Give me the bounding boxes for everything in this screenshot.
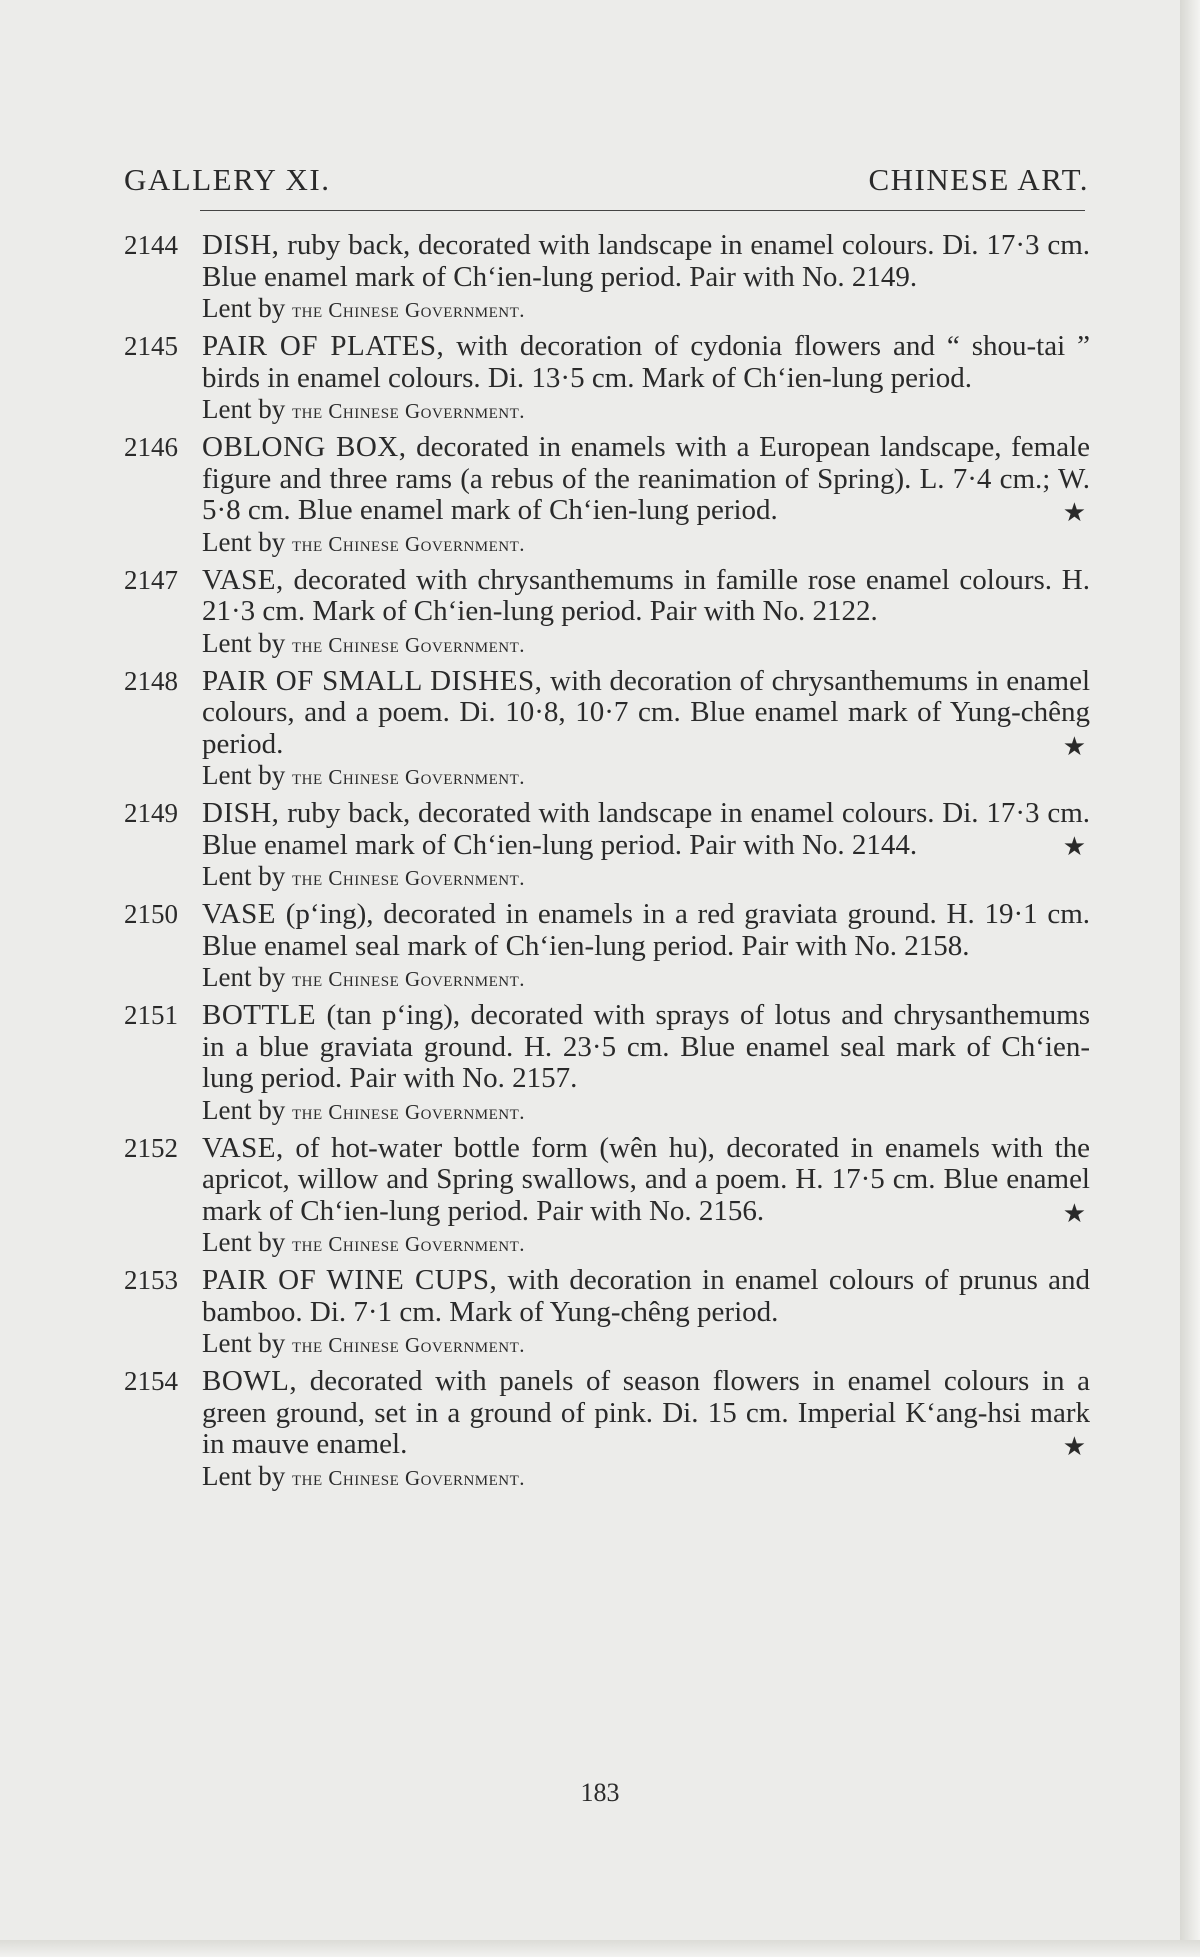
running-head bbox=[124, 146, 1089, 198]
star-icon: ★ bbox=[1062, 832, 1086, 861]
entry-text: decorated with chrysanthemums in famille rose enamel colours. H. 21·3 cm. Mark of Ch‘ien-lung period. Pair with No. 2122. bbox=[202, 563, 1091, 627]
entry-number: 2151 bbox=[124, 1000, 178, 1030]
page-bottom-edge bbox=[0, 1940, 1200, 1957]
entry-lender bbox=[202, 1227, 1090, 1260]
entry-number: 2148 bbox=[124, 665, 178, 696]
entry-description bbox=[202, 1000, 1090, 1095]
entry-lender bbox=[202, 394, 1090, 427]
entry-title: OBLONG BOX, bbox=[202, 431, 407, 463]
lender-prefix: Lent by bbox=[202, 1094, 286, 1125]
entry-text: (tan p‘ing), decorated with sprays of lotus and chrysanthemums in a blue graviata ground. H. 23·5 cm. Blue enamel seal mark of Ch‘ien-lung period. Pair with No. 2157. bbox=[202, 999, 1090, 1094]
catalogue-entry bbox=[124, 230, 1090, 326]
catalogue-entry bbox=[124, 432, 1090, 560]
entry-description bbox=[202, 899, 1090, 962]
entry-text: with decoration of chrysanthemums in enamel colours, and a poem. Di. 10·8, 10·7 cm. Blue enamel mark of Yung-chêng period. bbox=[202, 664, 1091, 760]
lender-prefix: Lent by bbox=[202, 526, 286, 557]
star-icon: ★ bbox=[1062, 1198, 1086, 1228]
entry-number: 2145 bbox=[124, 331, 178, 361]
lender-prefix: Lent by bbox=[202, 627, 286, 658]
entry-lender bbox=[202, 1095, 1090, 1128]
entry-description bbox=[202, 565, 1090, 628]
lender-prefix: Lent by bbox=[202, 394, 286, 424]
entry-text: with decoration in enamel colours of prunus and bamboo. Di. 7·1 cm. Mark of Yung-chêng period. bbox=[202, 1264, 1091, 1328]
section-heading: CHINESE ART. bbox=[868, 162, 1089, 197]
catalogue-entry bbox=[124, 899, 1090, 995]
entry-description bbox=[202, 331, 1090, 394]
lender-name: the Chinese Government. bbox=[291, 632, 526, 657]
entry-number: 2146 bbox=[124, 432, 178, 462]
lender-prefix: Lent by bbox=[202, 1328, 286, 1358]
catalogue-entry bbox=[124, 1366, 1090, 1494]
entry-number: 2144 bbox=[124, 230, 178, 260]
entry-text: (p‘ing), decorated in enamels in a red graviata ground. H. 19·1 cm. Blue enamel seal mark of Ch‘ien-lung period. Pair with No. 2158. bbox=[202, 898, 1091, 962]
entry-number: 2153 bbox=[124, 1265, 178, 1295]
star-icon: ★ bbox=[1062, 1432, 1086, 1461]
catalogue-entries bbox=[124, 230, 1090, 1499]
lender-name: the Chinese Government. bbox=[291, 765, 526, 789]
lender-name: the Chinese Government. bbox=[291, 967, 526, 991]
entry-title: BOTTLE bbox=[202, 999, 317, 1031]
entry-number: 2147 bbox=[124, 564, 178, 595]
entry-lender bbox=[202, 861, 1090, 894]
entry-number: 2154 bbox=[124, 1366, 178, 1396]
catalogue-entry bbox=[124, 565, 1090, 661]
entry-text: ruby back, decorated with landscape in enamel colours. Di. 17·3 cm. Blue enamel mark of Ch‘ien-lung period. Pair with No. 2149. bbox=[202, 229, 1091, 293]
entry-lender bbox=[202, 760, 1090, 793]
entry-lender bbox=[202, 293, 1090, 326]
lender-prefix: Lent by bbox=[202, 293, 286, 323]
entry-number: 2152 bbox=[124, 1132, 178, 1163]
catalogue-entry bbox=[124, 1133, 1090, 1261]
page-number: 183 bbox=[580, 1778, 620, 1807]
page-edge bbox=[1180, 0, 1200, 1957]
lender-prefix: Lent by bbox=[202, 760, 286, 790]
lender-name: the Chinese Government. bbox=[291, 1333, 526, 1357]
entry-title: VASE bbox=[202, 898, 276, 930]
entry-lender bbox=[202, 628, 1090, 661]
lender-name: the Chinese Government. bbox=[291, 399, 526, 423]
entry-text: with decoration of cydonia flowers and “ shou-tai ” birds in enamel colours. Di. 13·5 cm. Mark of Ch‘ien-lung period. bbox=[202, 330, 1091, 394]
entry-description bbox=[202, 1366, 1090, 1461]
entry-title: PAIR OF PLATES, bbox=[202, 330, 445, 362]
entry-description bbox=[202, 230, 1090, 293]
entry-title: PAIR OF SMALL DISHES, bbox=[202, 664, 543, 697]
entry-title: BOWL, bbox=[202, 1365, 298, 1397]
catalogue-entry bbox=[124, 798, 1090, 894]
entry-title: DISH, bbox=[202, 797, 280, 829]
entry-lender bbox=[202, 962, 1090, 995]
lender-name: the Chinese Government. bbox=[291, 1099, 526, 1124]
catalogue-entry bbox=[124, 666, 1090, 794]
entry-description bbox=[202, 798, 1090, 861]
entry-text: ruby back, decorated with landscape in enamel colours. Di. 17·3 cm. Blue enamel mark of Ch‘ien-lung period. Pair with No. 2144. bbox=[202, 797, 1091, 861]
entry-title: PAIR OF WINE CUPS, bbox=[202, 1264, 498, 1296]
catalogue-entry bbox=[124, 1000, 1090, 1128]
lender-prefix: Lent by bbox=[202, 861, 286, 891]
lender-name: the Chinese Government. bbox=[291, 298, 526, 322]
entry-text: of hot-water bottle form (wên hu), decorated in enamels with the apricot, willow and Spring swallows, and a poem. H. 17·5 cm. Blue enamel mark of Ch‘ien-lung period. Pair with No. 2156. bbox=[202, 1131, 1091, 1227]
lender-name: the Chinese Government. bbox=[291, 866, 526, 890]
entry-description bbox=[202, 666, 1090, 761]
lender-name: the Chinese Government. bbox=[291, 531, 526, 556]
star-icon: ★ bbox=[1062, 731, 1086, 761]
catalogue-entry bbox=[124, 331, 1090, 427]
lender-prefix: Lent by bbox=[202, 1227, 286, 1257]
entry-lender bbox=[202, 1461, 1090, 1494]
entry-description bbox=[202, 432, 1090, 527]
entry-number: 2150 bbox=[124, 899, 178, 929]
lender-prefix: Lent by bbox=[202, 1460, 286, 1491]
lender-name: the Chinese Government. bbox=[291, 1232, 526, 1256]
gallery-heading: GALLERY XI. bbox=[124, 162, 331, 197]
entry-title: DISH, bbox=[202, 229, 280, 261]
lender-prefix: Lent by bbox=[202, 962, 286, 992]
entry-description bbox=[202, 1133, 1090, 1228]
header-rule bbox=[200, 210, 1085, 211]
entry-lender bbox=[202, 1328, 1090, 1361]
entry-title: VASE, bbox=[202, 563, 284, 596]
entry-description bbox=[202, 1265, 1090, 1328]
entry-title: VASE, bbox=[202, 1131, 284, 1164]
entry-number: 2149 bbox=[124, 798, 178, 828]
star-icon: ★ bbox=[1062, 498, 1086, 527]
entry-text: decorated in enamels with a European landscape, female figure and three rams (a rebus of the reanimation of Spring). L. 7·4 cm.; W. 5·8 cm. Blue enamel mark of Ch‘ien-lung period. bbox=[202, 431, 1090, 526]
entry-lender bbox=[202, 527, 1090, 560]
lender-name: the Chinese Government. bbox=[291, 1465, 526, 1490]
entry-text: decorated with panels of season flowers in enamel colours in a green ground, set in a ground of pink. Di. 15 cm. Imperial K‘ang-hsi mark in mauve enamel. bbox=[202, 1365, 1091, 1460]
catalogue-entry bbox=[124, 1265, 1090, 1361]
